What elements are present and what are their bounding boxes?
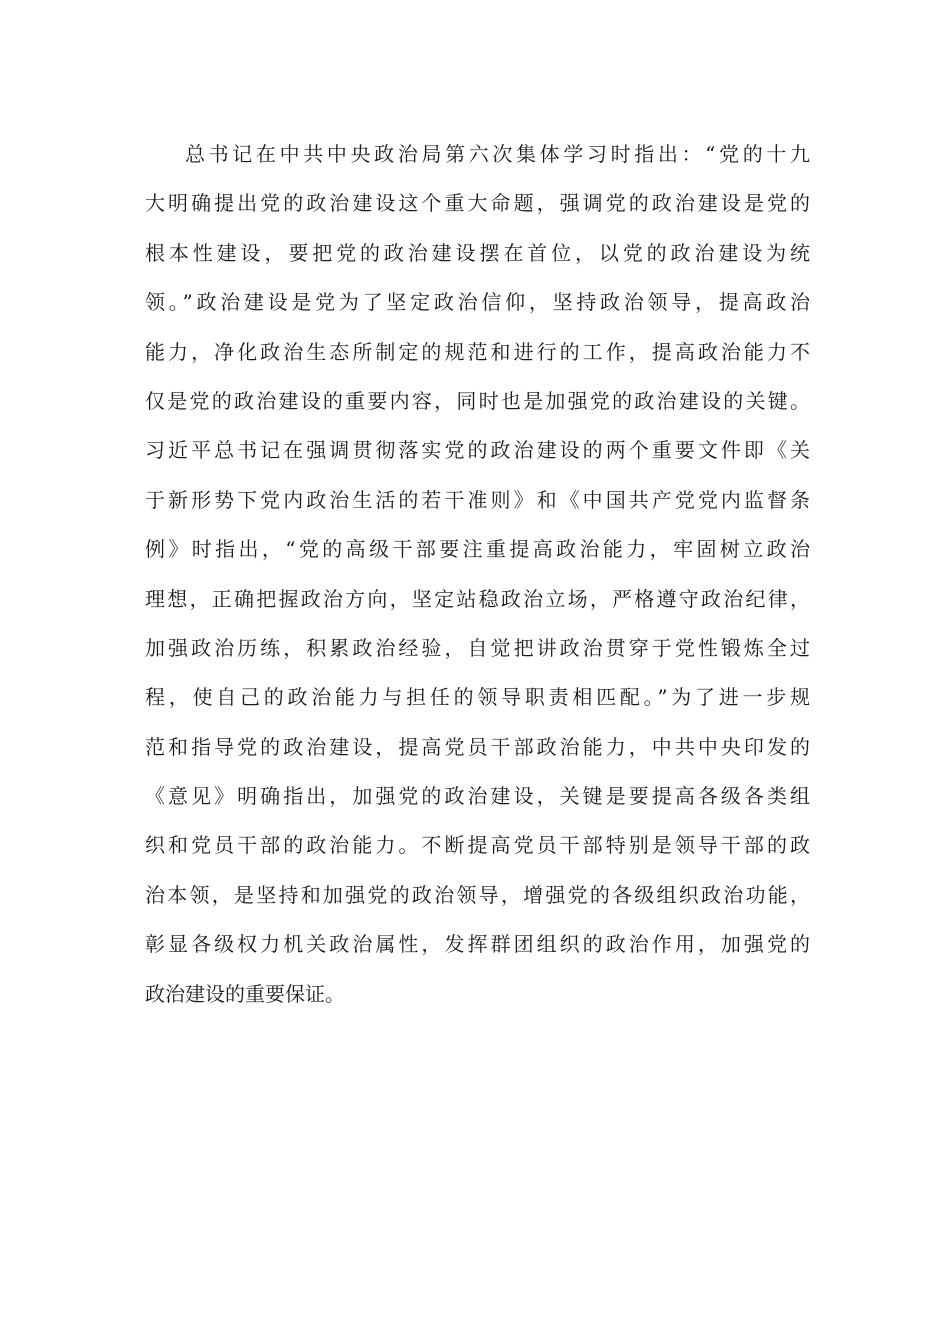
paragraph-line: 仅是党的政治建设的重要内容，同时也是加强党的政治建设的关键。 xyxy=(145,388,810,413)
paragraph-line: 能力，净化政治生态所制定的规范和进行的工作，提高政治能力不 xyxy=(145,339,810,364)
paragraph-line: 彰显各级权力机关政治属性，发挥群团组织的政治作用，加强党的 xyxy=(145,932,810,957)
body-paragraph xyxy=(145,134,810,1023)
paragraph-line: 程，使自己的政治能力与担任的领导职责相匹配。”为了进一步规 xyxy=(145,685,810,710)
paragraph-line: 领。”政治建设是党为了坚定政治信仰，坚持政治领导，提高政治 xyxy=(145,290,810,315)
paragraph-line: 于新形势下党内政治生活的若干准则》和《中国共产党党内监督条 xyxy=(145,487,810,512)
paragraph-line: 理想，正确把握政治方向，坚定站稳政治立场，严格遵守政治纪律， xyxy=(145,586,810,611)
paragraph-line: 《意见》明确指出，加强党的政治建设，关键是要提高各级各类组 xyxy=(145,784,810,809)
paragraph-line: 例》时指出，“党的高级干部要注重提高政治能力，牢固树立政治 xyxy=(145,537,810,562)
paragraph-line: 政治建设的重要保证。 xyxy=(145,981,345,1006)
paragraph-line: 根本性建设，要把党的政治建设摆在首位，以党的政治建设为统 xyxy=(145,240,810,265)
paragraph-line: 织和党员干部的政治能力。不断提高党员干部特别是领导干部的政 xyxy=(145,833,810,858)
paragraph-line: 习近平总书记在强调贯彻落实党的政治建设的两个重要文件即《关 xyxy=(145,438,810,463)
paragraph-line: 加强政治历练，积累政治经验，自觉把讲政治贯穿于党性锻炼全过 xyxy=(145,635,810,660)
paragraph-line: 总书记在中共中央政治局第六次集体学习时指出：“党的十九 xyxy=(185,142,810,166)
paragraph-line: 大明确提出党的政治建设这个重大命题，强调党的政治建设是党的 xyxy=(145,191,810,216)
paragraph-line: 范和指导党的政治建设，提高党员干部政治能力，中共中央印发的 xyxy=(145,734,810,759)
paragraph-line: 治本领，是坚持和加强党的政治领导，增强党的各级组织政治功能， xyxy=(145,882,810,907)
